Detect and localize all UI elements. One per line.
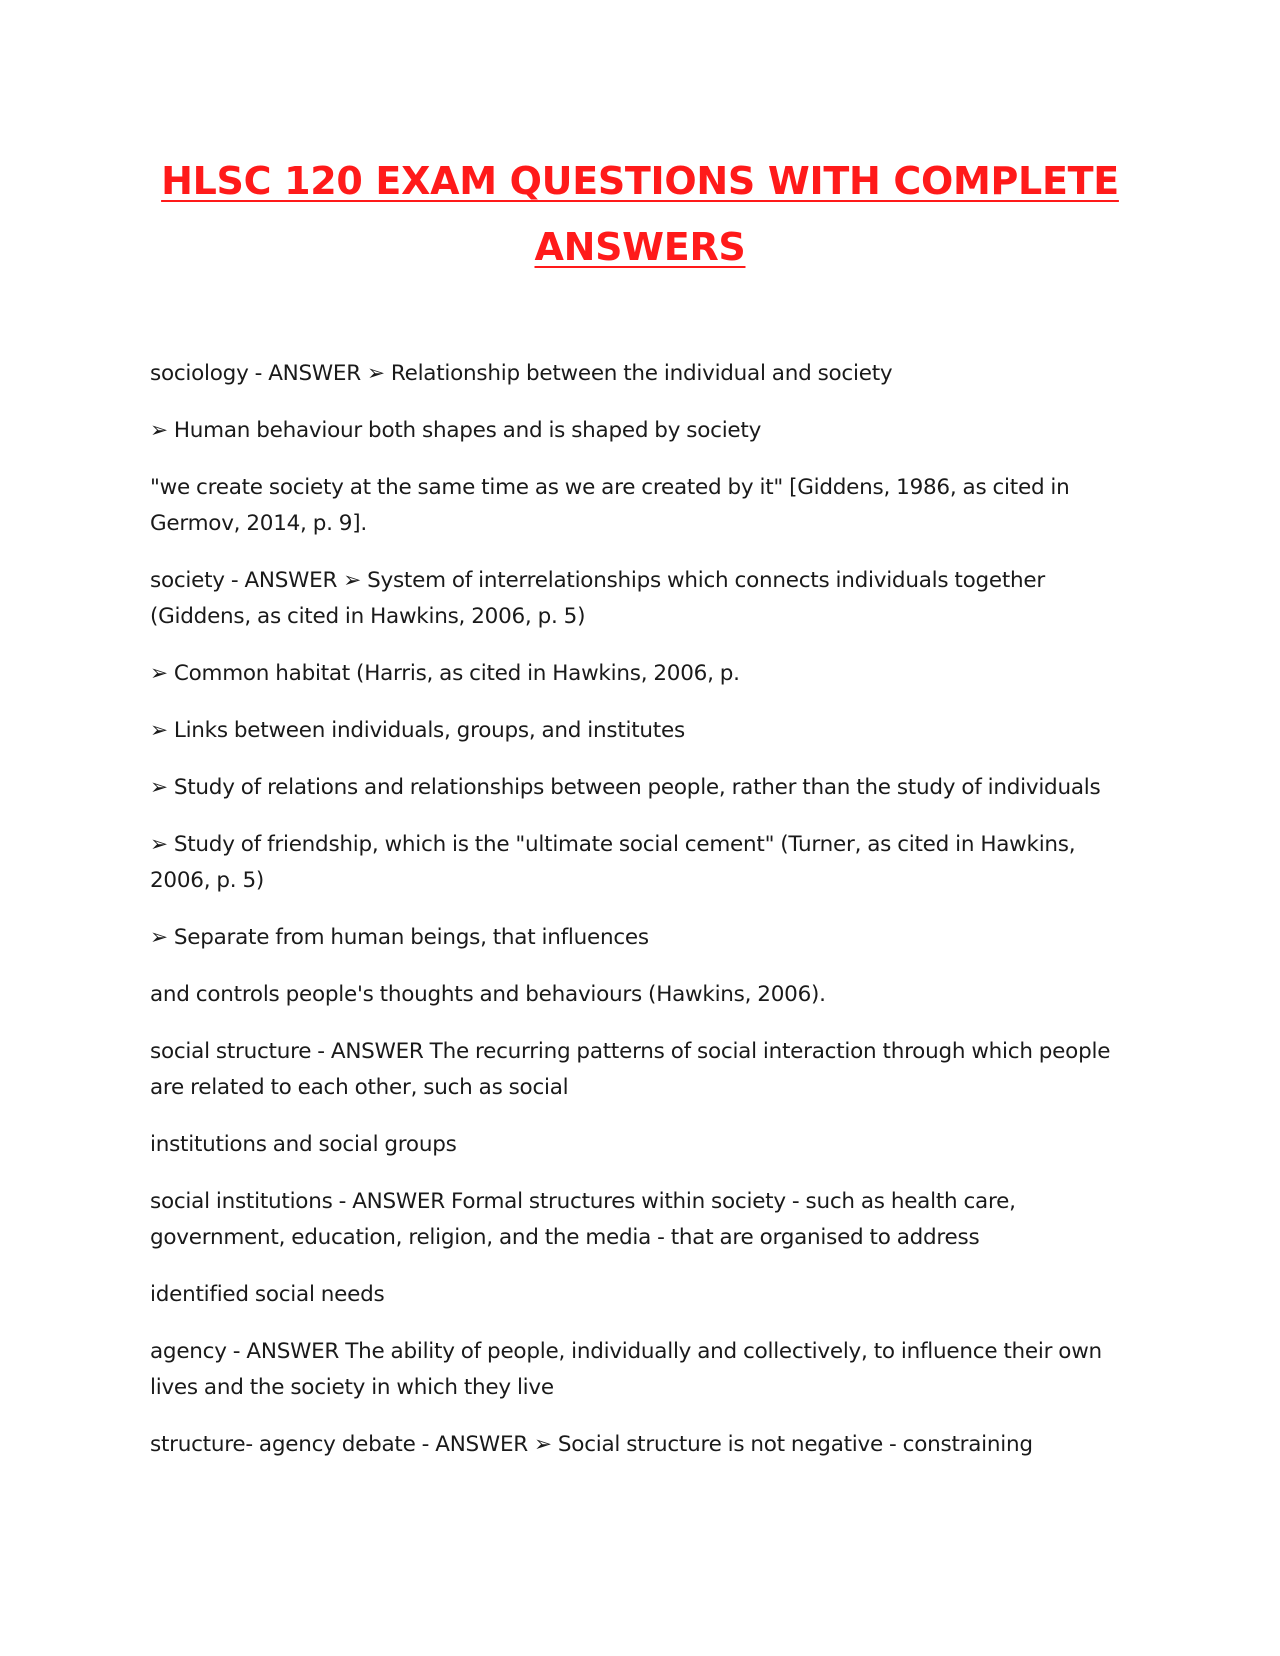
paragraph: social structure - ANSWER The recurring patterns of social interaction through which people are related to each other, such as social (150, 1039, 1111, 1100)
paragraph: "we create society at the same time as we are created by it" [Giddens, 1986, as cited in Germov, 2014, p. 9]. (150, 475, 1070, 536)
paragraph: ➢ Study of relations and relationships between people, rather than the study of individuals (150, 775, 1101, 800)
paragraph: society - ANSWER ➢ System of interrelationships which connects individuals together (Giddens, as cited in Hawkins, 2006, p. 5) (150, 568, 1045, 629)
paragraph: structure- agency debate - ANSWER ➢ Social structure is not negative - constraining (150, 1432, 1033, 1457)
paragraph: ➢ Separate from human beings, that influences (150, 925, 649, 950)
paragraph: ➢ Common habitat (Harris, as cited in Hawkins, 2006, p. (150, 661, 740, 686)
paragraph: identified social needs (150, 1282, 385, 1307)
paragraph: ➢ Study of friendship, which is the "ultimate social cement" (Turner, as cited in Hawkins, 2006, p. 5) (150, 832, 1076, 893)
document-title: HLSC 120 EXAM QUESTIONS WITH COMPLETE ANSWERS (161, 159, 1119, 269)
paragraph: social institutions - ANSWER Formal structures within society - such as health care, government, education, religion, and the media - that are organised to address (150, 1189, 1016, 1250)
paragraph: sociology - ANSWER ➢ Relationship between the individual and society (150, 361, 893, 386)
document-body (150, 356, 1130, 1463)
paragraph: agency - ANSWER The ability of people, individually and collectively, to influence their own lives and the society in which they live (150, 1339, 1102, 1400)
paragraph: and controls people's thoughts and behaviours (Hawkins, 2006). (150, 982, 826, 1007)
paragraph: ➢ Human behaviour both shapes and is shaped by society (150, 418, 762, 443)
paragraph: institutions and social groups (150, 1132, 457, 1157)
paragraph: ➢ Links between individuals, groups, and institutes (150, 718, 685, 743)
